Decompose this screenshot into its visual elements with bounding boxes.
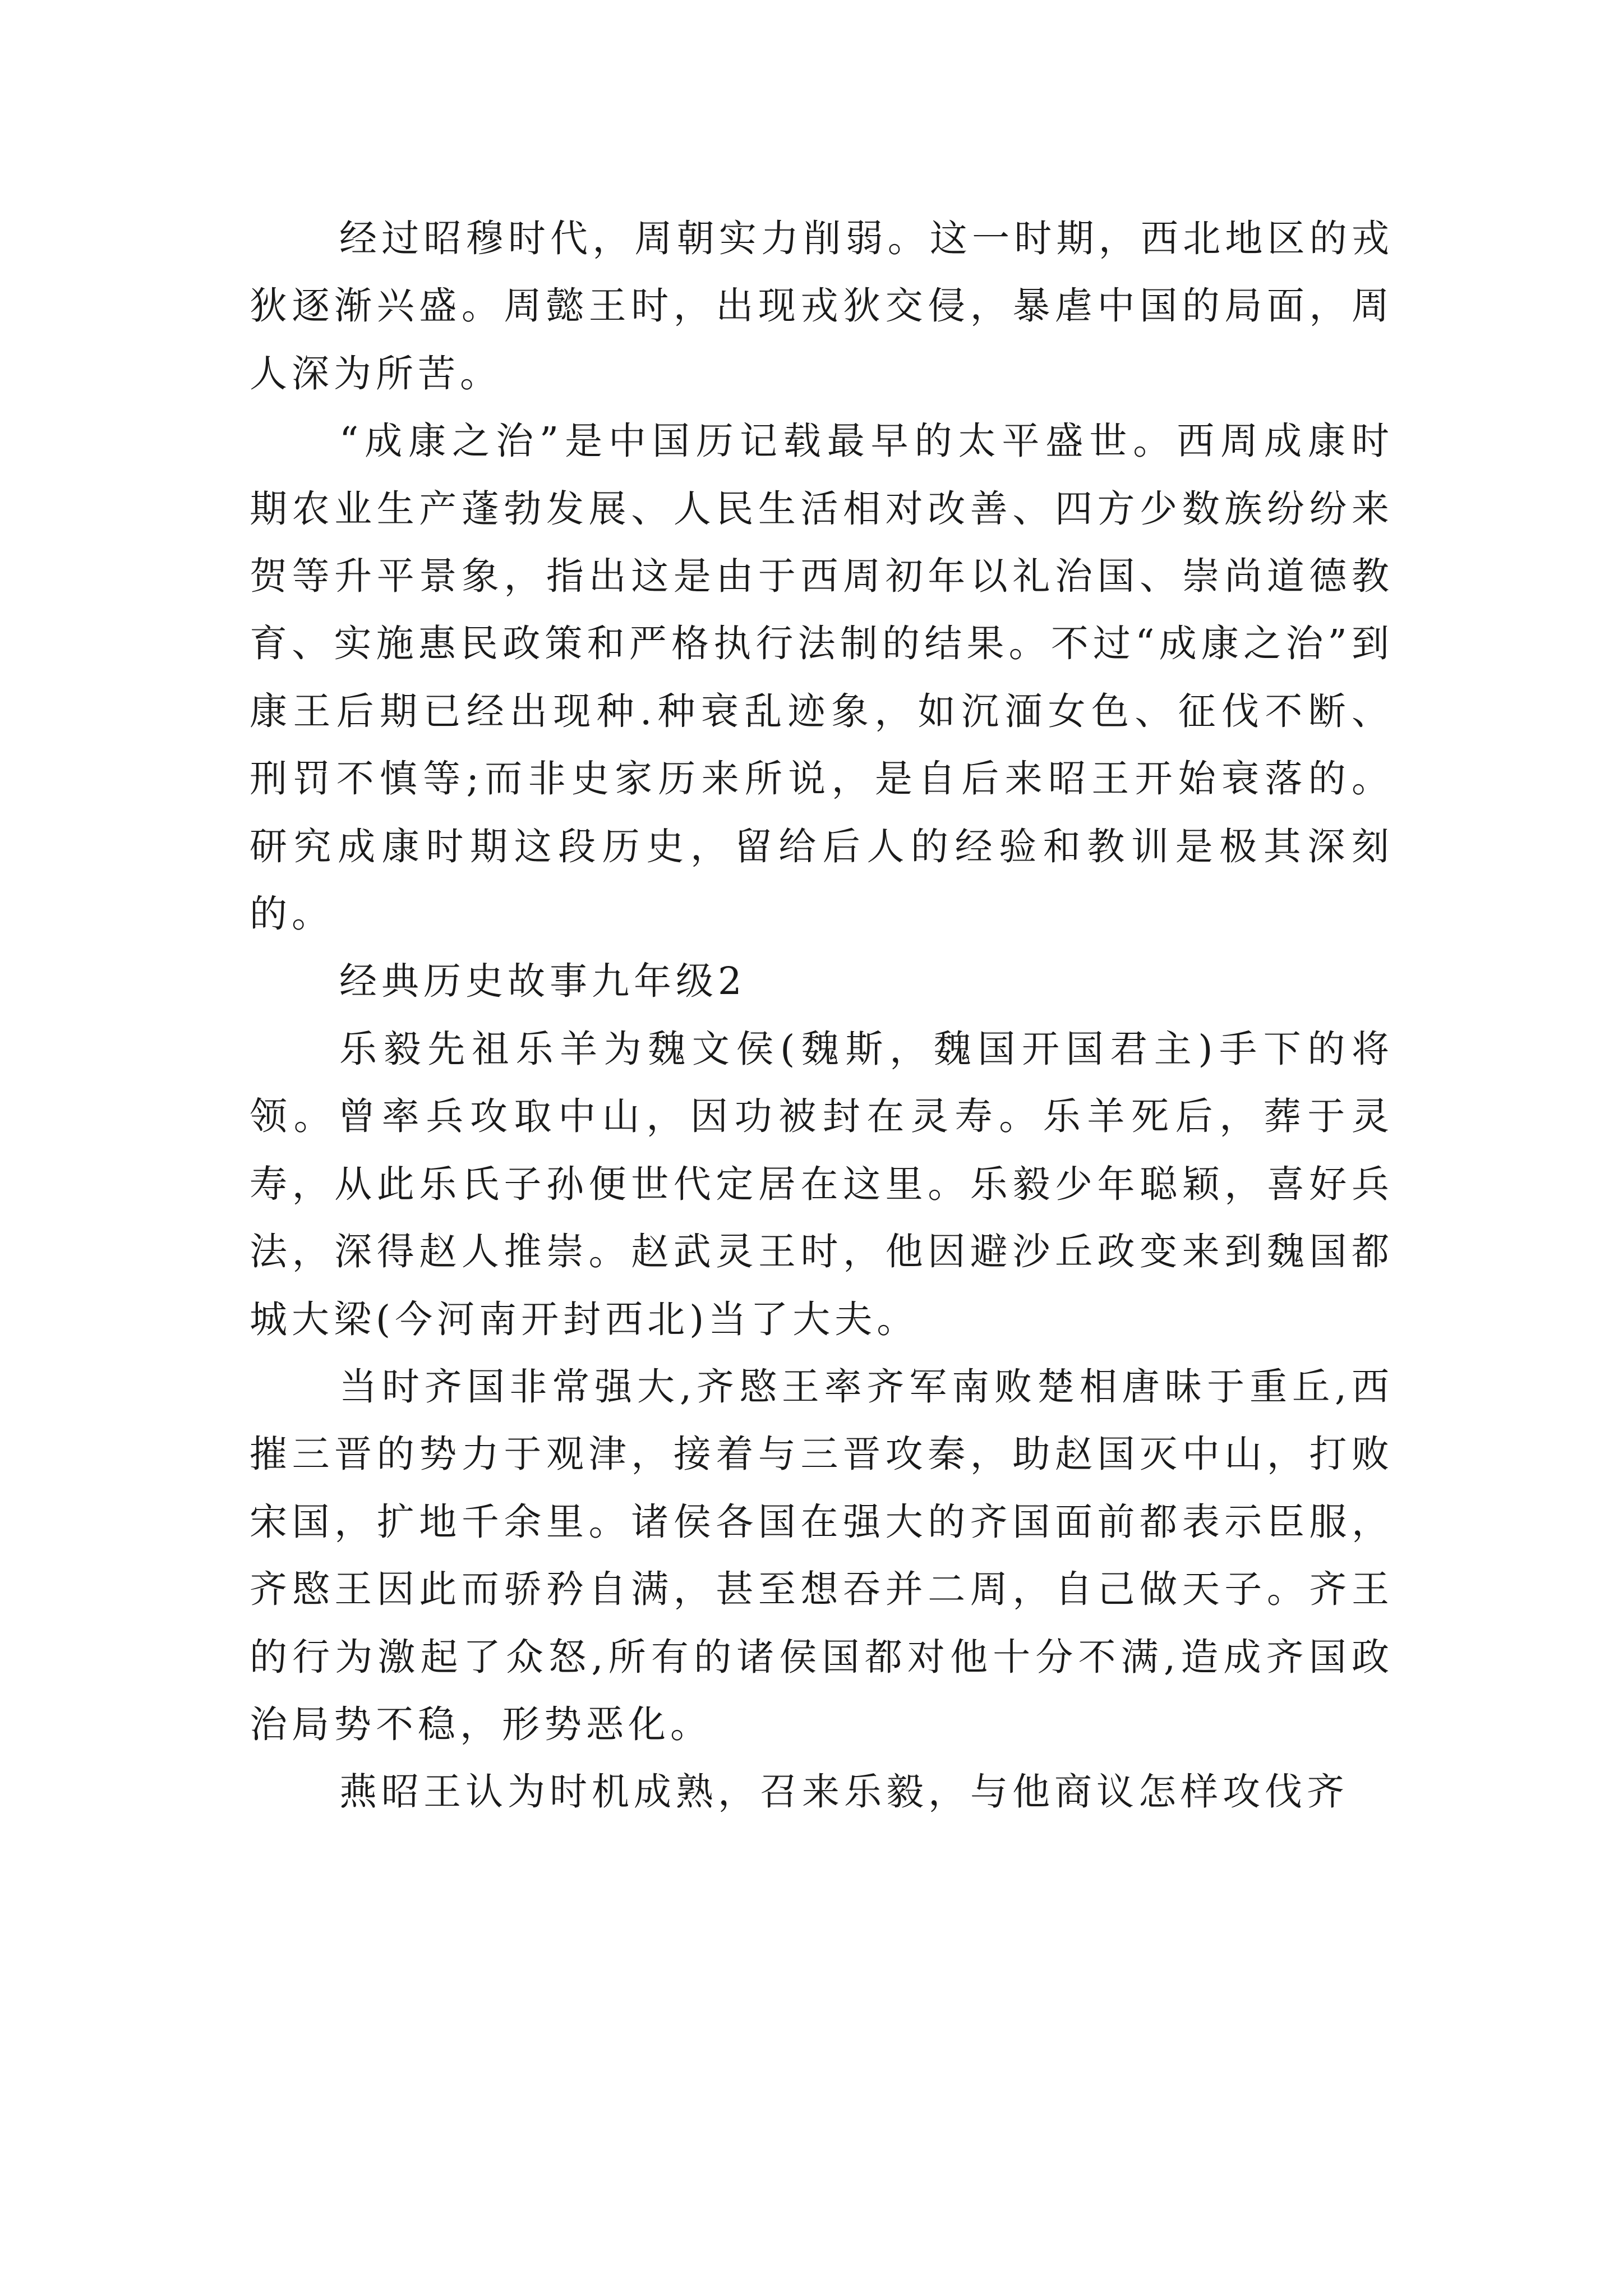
- document-body: [250, 205, 1394, 1826]
- paragraph-qi-state: 当时齐国非常强大,齐愍王率齐军南败楚相唐昧于重丘,西摧三晋的势力于观津，接着与三晋攻秦，助赵国灭中山，打败宋国，扩地千余里。诸侯各国在强大的齐国面前都表示臣服，齐愍王因此而骄矜自满，甚至想吞并二周，自己做天子。齐王的行为激起了众怒,所有的诸侯国都对他十分不满,造成齐国政治局势不稳，形势恶化。: [250, 1364, 1394, 1746]
- section-heading: 经典历史故事九年级2: [339, 959, 746, 1004]
- paragraph-zhaomu-era: 经过昭穆时代，周朝实力削弱。这一时期，西北地区的戎狄逐渐兴盛。周懿王时，出现戎狄交侵，暴虐中国的局面，周人深为所苦。: [250, 217, 1394, 395]
- paragraph-yue-yi-origin: 乐毅先祖乐羊为魏文侯(魏斯，魏国开国君主)手下的将领。曾率兵攻取中山，因功被封在灵寿。乐羊死后，葬于灵寿，从此乐氏子孙便世代定居在这里。乐毅少年聪颖，喜好兵法，深得赵人推崇。赵武灵王时，他因避沙丘政变来到魏国都城大梁(今河南开封西北)当了大夫。: [250, 1027, 1394, 1341]
- paragraph-chengkang-rule: “成康之治”是中国历记载最早的太平盛世。西周成康时期农业生产蓬勃发展、人民生活相对改善、四方少数族纷纷来贺等升平景象，指出这是由于西周初年以礼治国、崇尚道德教育、实施惠民政策和严格执行法制的结果。不过“成康之治”到康王后期已经出现种.种衰乱迹象，如沉湎女色、征伐不断、刑罚不慎等;而非史家历来所说，是自后来昭王开始衰落的。研究成康时期这段历史，留给后人的经验和教训是极其深刻的。: [250, 419, 1394, 936]
- paragraph-yan-zhao-wang: 燕昭王认为时机成熟，召来乐毅，与他商议怎样攻伐齐: [339, 1770, 1349, 1814]
